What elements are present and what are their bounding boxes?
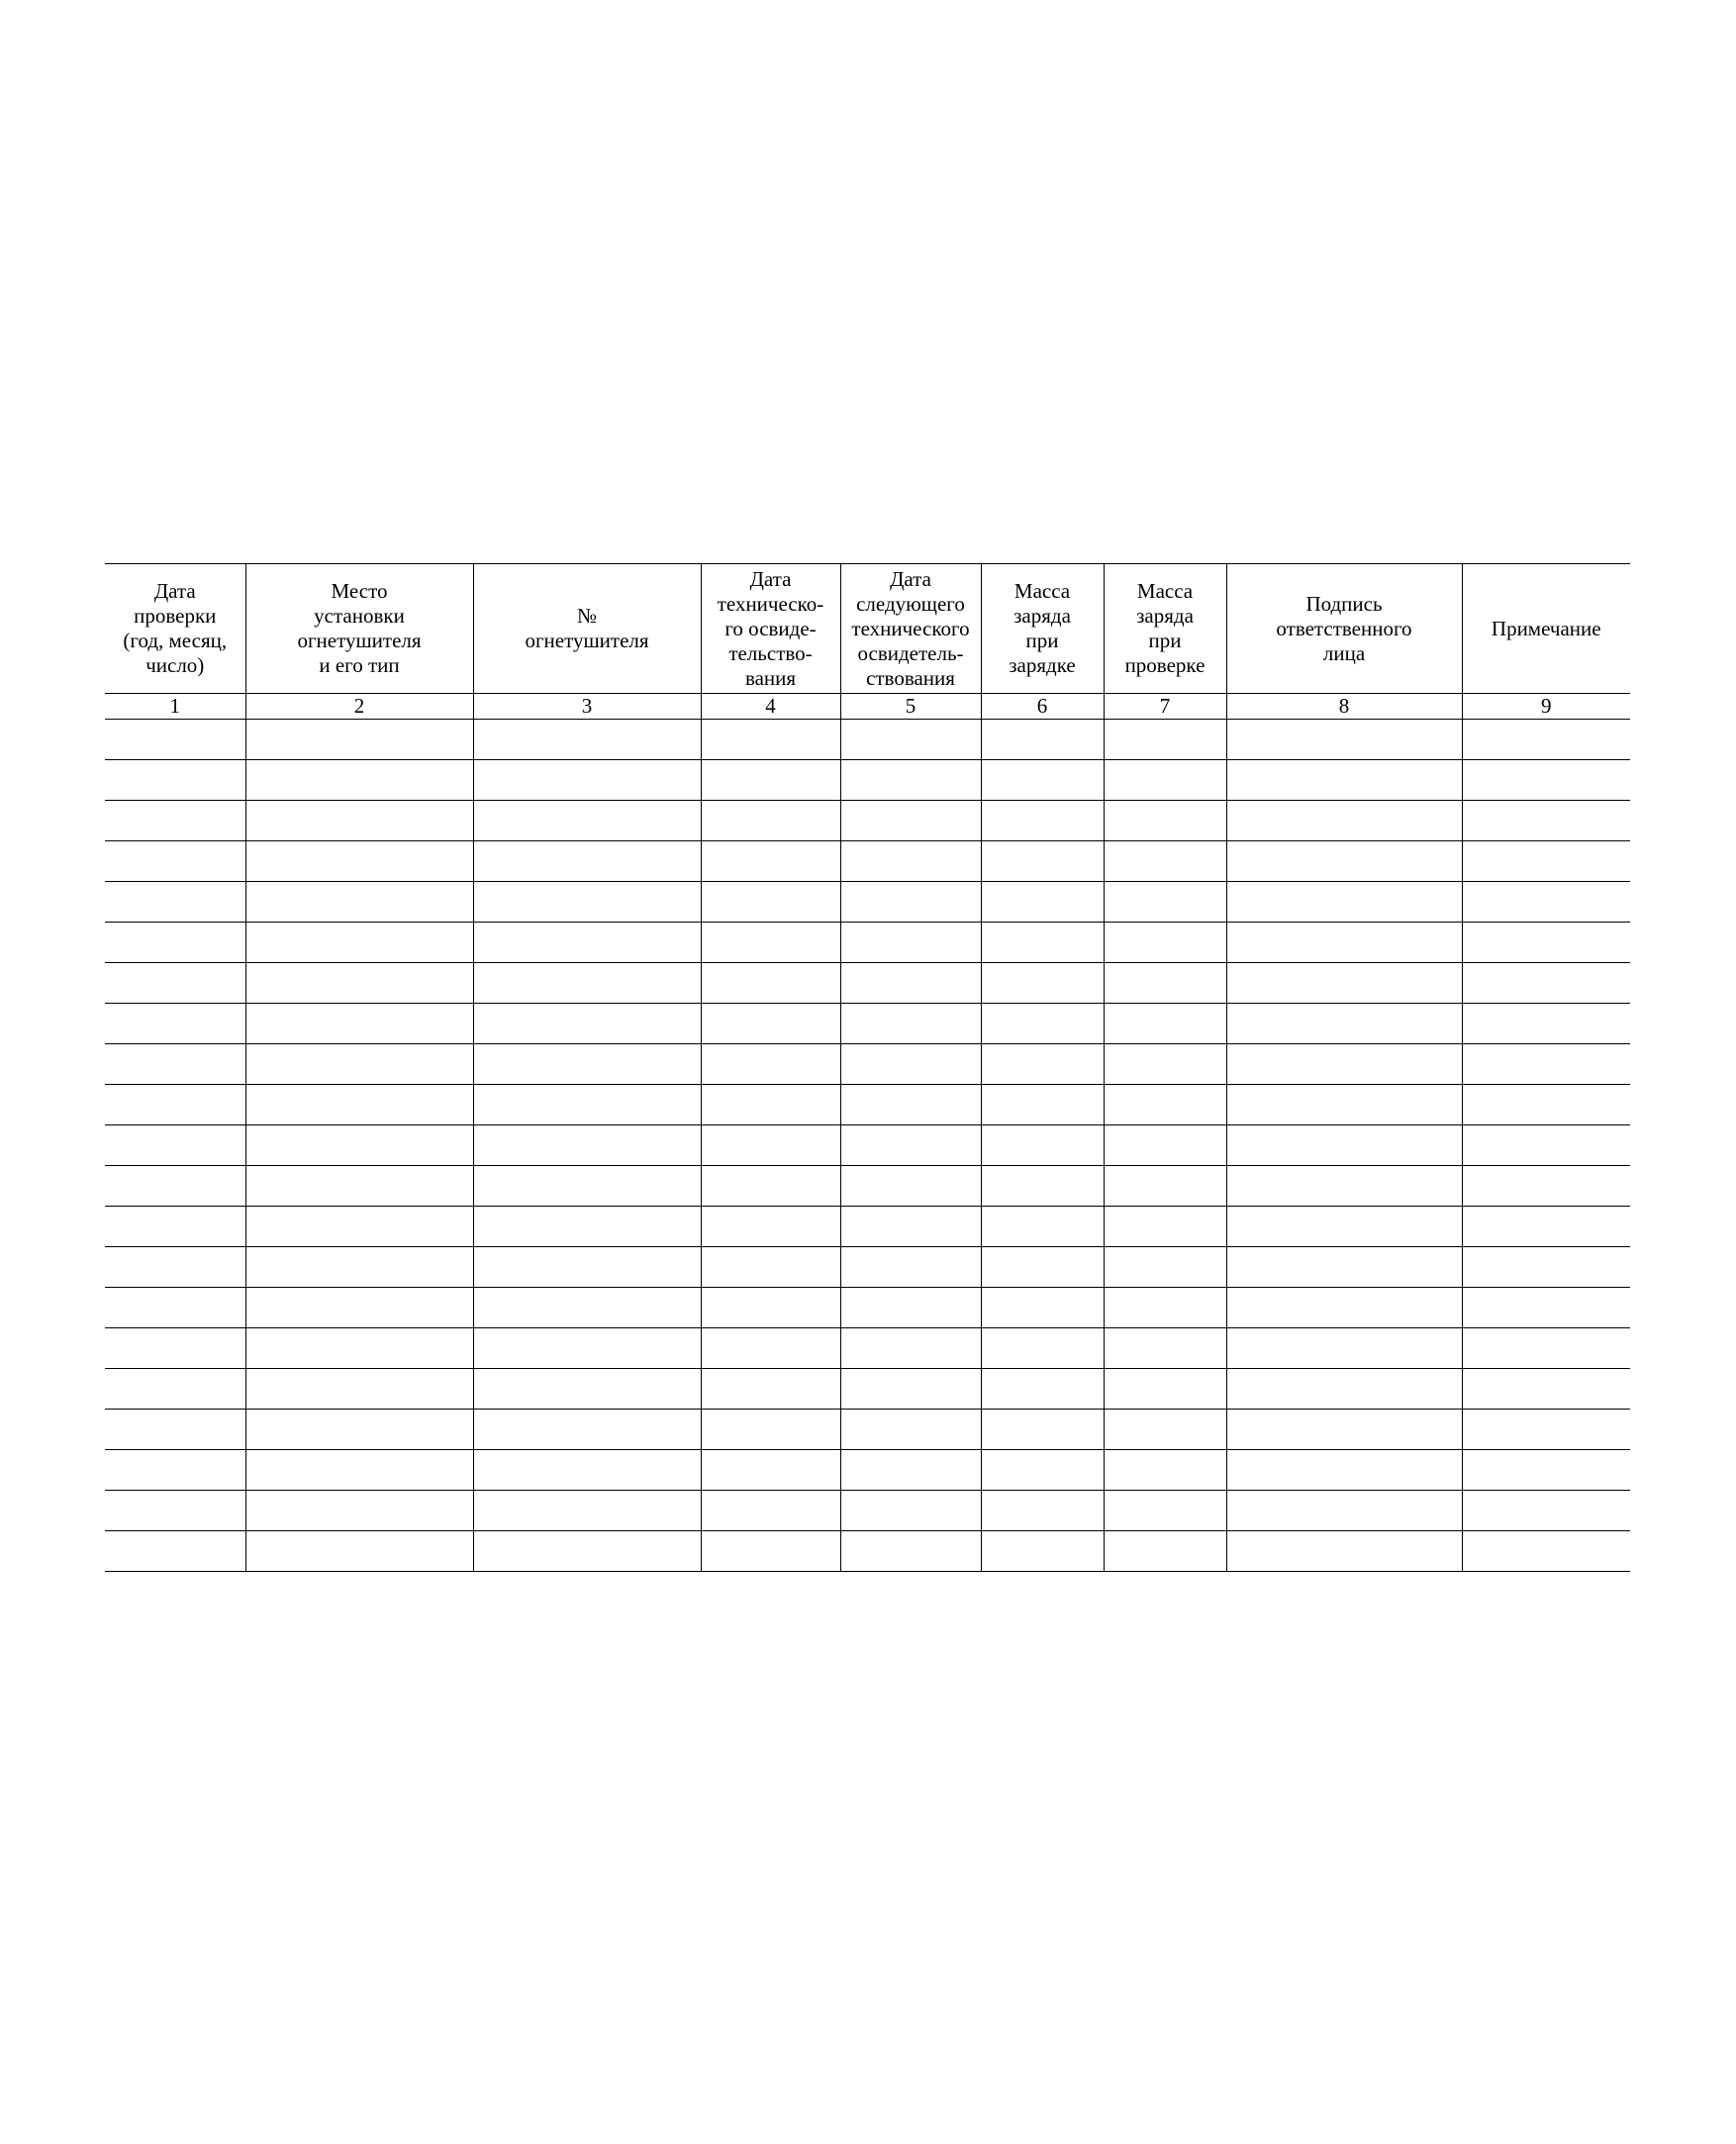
table-cell — [245, 1166, 473, 1207]
table-cell — [105, 1044, 245, 1085]
column-number: 5 — [840, 694, 981, 720]
header-check-date: Дата проверки (год, месяц, число) — [105, 564, 245, 694]
table-cell — [701, 1531, 840, 1572]
table-cell — [1462, 1450, 1630, 1491]
table-row — [105, 1328, 1630, 1369]
table-cell — [701, 882, 840, 923]
table-cell — [840, 1004, 981, 1044]
table-cell — [473, 963, 701, 1004]
table-cell — [1104, 1328, 1226, 1369]
table-cell — [981, 1004, 1104, 1044]
table-cell — [1462, 1328, 1630, 1369]
table-cell — [1462, 1531, 1630, 1572]
table-cell — [473, 1328, 701, 1369]
table-cell — [701, 841, 840, 882]
table-cell — [1104, 760, 1226, 801]
table-cell — [1462, 720, 1630, 760]
table-cell — [1226, 963, 1462, 1004]
column-number: 8 — [1226, 694, 1462, 720]
table-cell — [981, 1125, 1104, 1166]
table-cell — [1462, 1004, 1630, 1044]
table-row — [105, 1207, 1630, 1247]
table-row — [105, 841, 1630, 882]
table-cell — [840, 720, 981, 760]
table-cell — [105, 801, 245, 841]
header-note: Примечание — [1462, 564, 1630, 694]
table-cell — [981, 841, 1104, 882]
table-cell — [245, 760, 473, 801]
table-cell — [701, 1450, 840, 1491]
table-cell — [245, 882, 473, 923]
table-cell — [1462, 1044, 1630, 1085]
table-cell — [473, 1207, 701, 1247]
table-cell — [1104, 841, 1226, 882]
table-cell — [1462, 1207, 1630, 1247]
column-number: 3 — [473, 694, 701, 720]
extinguisher-log-table — [105, 563, 1630, 1572]
table-cell — [840, 1166, 981, 1207]
table-cell — [981, 1369, 1104, 1410]
table-cell — [1104, 720, 1226, 760]
table-cell — [473, 801, 701, 841]
table-cell — [1462, 1491, 1630, 1531]
table-row — [105, 1531, 1630, 1572]
table-cell — [1104, 801, 1226, 841]
table-cell — [1226, 1085, 1462, 1125]
table-cell — [245, 1044, 473, 1085]
table-cell — [701, 1410, 840, 1450]
table-row — [105, 882, 1630, 923]
table-cell — [1226, 1531, 1462, 1572]
table-cell — [981, 1166, 1104, 1207]
table-cell — [245, 1288, 473, 1328]
table-cell — [245, 1450, 473, 1491]
header-charge-mass-charging: Масса заряда при зарядке — [981, 564, 1104, 694]
table-cell — [701, 963, 840, 1004]
table-body — [105, 720, 1630, 1572]
table-cell — [1226, 720, 1462, 760]
table-cell — [701, 1166, 840, 1207]
table-cell — [1226, 760, 1462, 801]
table-cell — [1462, 841, 1630, 882]
table-cell — [105, 1450, 245, 1491]
table-cell — [473, 760, 701, 801]
table-row — [105, 1247, 1630, 1288]
table-cell — [473, 1004, 701, 1044]
table-cell — [1462, 760, 1630, 801]
table-cell — [245, 1247, 473, 1288]
table-cell — [105, 720, 245, 760]
table-cell — [473, 1531, 701, 1572]
header-inspection-date: Дата техническо- го освиде- тельство- вания — [701, 564, 840, 694]
table-cell — [1226, 1369, 1462, 1410]
table-cell — [981, 720, 1104, 760]
table-row — [105, 963, 1630, 1004]
table-cell — [473, 1450, 701, 1491]
table-cell — [245, 1328, 473, 1369]
table-cell — [840, 760, 981, 801]
table-cell — [105, 1085, 245, 1125]
table-cell — [1462, 882, 1630, 923]
table-cell — [701, 1328, 840, 1369]
table-cell — [245, 801, 473, 841]
table-cell — [473, 1044, 701, 1085]
table-cell — [473, 1085, 701, 1125]
table-row — [105, 1085, 1630, 1125]
table-cell — [473, 1410, 701, 1450]
table-row — [105, 760, 1630, 801]
table-cell — [701, 1085, 840, 1125]
table-cell — [245, 720, 473, 760]
table-cell — [840, 1247, 981, 1288]
table-cell — [840, 1328, 981, 1369]
table-cell — [1462, 1125, 1630, 1166]
table-cell — [981, 1247, 1104, 1288]
table-cell — [105, 760, 245, 801]
table-cell — [840, 1450, 981, 1491]
table-cell — [1226, 1328, 1462, 1369]
table-cell — [245, 1369, 473, 1410]
table-row — [105, 720, 1630, 760]
table-cell — [701, 1247, 840, 1288]
table-cell — [245, 1125, 473, 1166]
table-cell — [840, 801, 981, 841]
table-cell — [1104, 1247, 1226, 1288]
table-cell — [701, 1491, 840, 1531]
table-cell — [840, 841, 981, 882]
table-cell — [1226, 1410, 1462, 1450]
table-cell — [981, 882, 1104, 923]
table-cell — [1226, 1044, 1462, 1085]
table-cell — [1462, 963, 1630, 1004]
table-cell — [105, 1166, 245, 1207]
table-cell — [1104, 1288, 1226, 1328]
table-cell — [105, 963, 245, 1004]
table-cell — [1226, 1004, 1462, 1044]
table-cell — [1226, 1125, 1462, 1166]
table-row — [105, 1491, 1630, 1531]
table-cell — [701, 923, 840, 963]
table-cell — [1226, 1247, 1462, 1288]
header-charge-mass-check: Масса заряда при проверке — [1104, 564, 1226, 694]
table-cell — [1462, 1247, 1630, 1288]
table-row — [105, 1410, 1630, 1450]
table-cell — [981, 1450, 1104, 1491]
table-cell — [840, 1288, 981, 1328]
table-cell — [473, 1369, 701, 1410]
table-cell — [1226, 923, 1462, 963]
table-cell — [1462, 1166, 1630, 1207]
table-row — [105, 1125, 1630, 1166]
table-cell — [981, 801, 1104, 841]
table-cell — [1226, 1288, 1462, 1328]
header-location-type: Место установки огнетушителя и его тип — [245, 564, 473, 694]
table-cell — [245, 1207, 473, 1247]
table-cell — [1104, 1410, 1226, 1450]
table-cell — [840, 1531, 981, 1572]
column-number: 2 — [245, 694, 473, 720]
table-cell — [840, 882, 981, 923]
table-cell — [473, 1166, 701, 1207]
table-cell — [701, 1125, 840, 1166]
table-cell — [473, 882, 701, 923]
table-row — [105, 1369, 1630, 1410]
table-cell — [1104, 882, 1226, 923]
table-cell — [105, 1004, 245, 1044]
table-cell — [981, 1410, 1104, 1450]
table-cell — [245, 1491, 473, 1531]
table-cell — [981, 760, 1104, 801]
table-cell — [105, 1328, 245, 1369]
table-cell — [981, 1085, 1104, 1125]
table-cell — [1462, 923, 1630, 963]
header-signature: Подпись ответственного лица — [1226, 564, 1462, 694]
table-cell — [105, 1125, 245, 1166]
table-cell — [473, 1288, 701, 1328]
table-cell — [840, 1369, 981, 1410]
table-cell — [105, 1531, 245, 1572]
table-cell — [1462, 801, 1630, 841]
table-cell — [1104, 1044, 1226, 1085]
column-number: 7 — [1104, 694, 1226, 720]
table-cell — [981, 923, 1104, 963]
table-cell — [1226, 1450, 1462, 1491]
table-cell — [473, 1491, 701, 1531]
table-cell — [840, 1410, 981, 1450]
table-cell — [1462, 1410, 1630, 1450]
table-cell — [981, 1328, 1104, 1369]
table-cell — [981, 1531, 1104, 1572]
table-cell — [981, 1207, 1104, 1247]
table-cell — [840, 963, 981, 1004]
table-cell — [245, 1004, 473, 1044]
table-cell — [981, 1491, 1104, 1531]
table-cell — [473, 841, 701, 882]
table-cell — [245, 841, 473, 882]
table-cell — [1104, 963, 1226, 1004]
table-cell — [1104, 1004, 1226, 1044]
table-cell — [245, 1531, 473, 1572]
table-cell — [701, 760, 840, 801]
table-cell — [1462, 1085, 1630, 1125]
table-cell — [701, 1288, 840, 1328]
table-cell — [701, 1044, 840, 1085]
table-cell — [245, 963, 473, 1004]
table-cell — [1104, 1125, 1226, 1166]
table-cell — [245, 923, 473, 963]
table-cell — [981, 1044, 1104, 1085]
column-number: 6 — [981, 694, 1104, 720]
table-cell — [1104, 1207, 1226, 1247]
column-number: 1 — [105, 694, 245, 720]
table-cell — [105, 1207, 245, 1247]
table-row — [105, 1166, 1630, 1207]
table-cell — [701, 1004, 840, 1044]
table-row — [105, 1450, 1630, 1491]
table-cell — [1104, 1491, 1226, 1531]
table-cell — [105, 1247, 245, 1288]
table-cell — [840, 1207, 981, 1247]
table-cell — [1104, 1085, 1226, 1125]
table-cell — [1104, 1369, 1226, 1410]
table-cell — [840, 923, 981, 963]
table-cell — [105, 841, 245, 882]
table-cell — [840, 1085, 981, 1125]
table-cell — [701, 1369, 840, 1410]
table-row — [105, 801, 1630, 841]
table-cell — [105, 1288, 245, 1328]
table-cell — [105, 1369, 245, 1410]
table-cell — [473, 720, 701, 760]
table-cell — [1104, 1450, 1226, 1491]
table-cell — [1226, 1491, 1462, 1531]
table-cell — [473, 1125, 701, 1166]
table-cell — [105, 1410, 245, 1450]
table-cell — [1462, 1288, 1630, 1328]
table-cell — [105, 923, 245, 963]
header-next-inspection-date: Дата следующего технического освидетель- ствования — [840, 564, 981, 694]
table-cell — [701, 801, 840, 841]
table-cell — [981, 963, 1104, 1004]
table-cell — [473, 1247, 701, 1288]
table-cell — [245, 1085, 473, 1125]
table-cell — [840, 1491, 981, 1531]
table-row — [105, 1004, 1630, 1044]
column-number-row — [105, 694, 1630, 720]
table-cell — [1226, 1207, 1462, 1247]
table-cell — [473, 923, 701, 963]
table-cell — [840, 1125, 981, 1166]
column-number: 4 — [701, 694, 840, 720]
header-row — [105, 564, 1630, 694]
table-row — [105, 1044, 1630, 1085]
header-extinguisher-number: № огнетушителя — [473, 564, 701, 694]
table-cell — [1104, 1166, 1226, 1207]
table-cell — [701, 1207, 840, 1247]
table-row — [105, 1288, 1630, 1328]
table-cell — [1226, 801, 1462, 841]
table-cell — [105, 882, 245, 923]
table-cell — [701, 720, 840, 760]
column-number: 9 — [1462, 694, 1630, 720]
table-cell — [245, 1410, 473, 1450]
table-cell — [1462, 1369, 1630, 1410]
table-cell — [105, 1491, 245, 1531]
table-cell — [1104, 1531, 1226, 1572]
table-cell — [1226, 882, 1462, 923]
table-cell — [1226, 1166, 1462, 1207]
table-cell — [1104, 923, 1226, 963]
table-cell — [981, 1288, 1104, 1328]
table-row — [105, 923, 1630, 963]
table-cell — [840, 1044, 981, 1085]
table-cell — [1226, 841, 1462, 882]
